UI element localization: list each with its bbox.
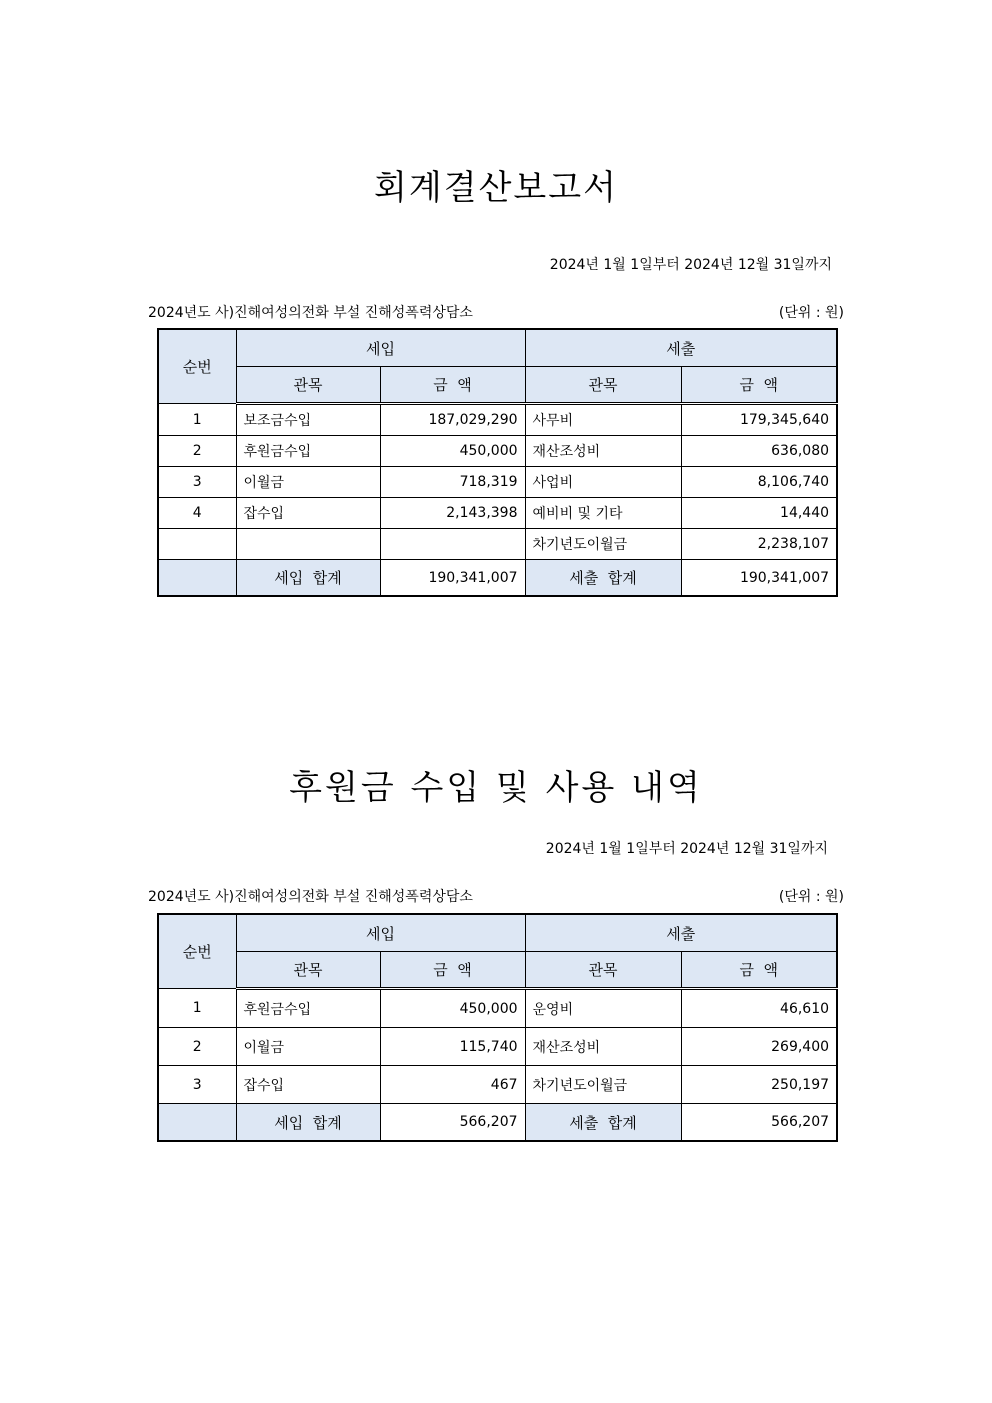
report2-title: 후원금 수입 및 사용 내역 bbox=[289, 768, 703, 808]
expense-amount: 179,345,640 bbox=[681, 404, 837, 436]
expense-amount: 8,106,740 bbox=[681, 467, 837, 498]
report1-org: 2024년도 사)진해여성의전화 부설 진해성폭력상담소 bbox=[148, 305, 473, 321]
income-amount bbox=[380, 529, 525, 560]
expense-total-label: 세출 합계 bbox=[525, 560, 681, 597]
expense-total-amount: 190,341,007 bbox=[681, 560, 837, 597]
header-expense-item: 관목 bbox=[525, 952, 681, 989]
expense-total-label: 세출 합계 bbox=[525, 1104, 681, 1142]
header-income: 세입 bbox=[236, 914, 525, 952]
table-row bbox=[158, 467, 837, 498]
income-item bbox=[236, 529, 380, 560]
table-row bbox=[158, 1066, 837, 1104]
total-blank bbox=[158, 1104, 236, 1142]
expense-item: 차기년도이월금 bbox=[525, 529, 681, 560]
row-no: 1 bbox=[158, 989, 236, 1028]
header-income-amount: 금 액 bbox=[380, 952, 525, 989]
header-expense: 세출 bbox=[525, 914, 837, 952]
income-item: 후원금수입 bbox=[236, 436, 380, 467]
header-expense-amount: 금 액 bbox=[681, 367, 837, 404]
expense-amount: 636,080 bbox=[681, 436, 837, 467]
table-row bbox=[158, 529, 837, 560]
header-expense-item: 관목 bbox=[525, 367, 681, 404]
expense-amount: 14,440 bbox=[681, 498, 837, 529]
report1-unit: (단위 : 원) bbox=[778, 305, 844, 321]
total-blank bbox=[158, 560, 236, 597]
report1-title: 회계결산보고서 bbox=[374, 168, 618, 208]
expense-item: 사무비 bbox=[525, 404, 681, 436]
table-row bbox=[158, 498, 837, 529]
table-row bbox=[158, 404, 837, 436]
report1-table bbox=[157, 328, 838, 597]
income-total-amount: 190,341,007 bbox=[380, 560, 525, 597]
income-item: 잡수입 bbox=[236, 498, 380, 529]
header-expense-amount: 금 액 bbox=[681, 952, 837, 989]
income-item: 잡수입 bbox=[236, 1066, 380, 1104]
row-no: 2 bbox=[158, 436, 236, 467]
income-item: 이월금 bbox=[236, 1028, 380, 1066]
header-income: 세입 bbox=[236, 329, 525, 367]
report2-table bbox=[157, 913, 838, 1142]
expense-item: 재산조성비 bbox=[525, 436, 681, 467]
report2-period: 2024년 1월 1일부터 2024년 12월 31일까지 bbox=[545, 841, 828, 857]
expense-amount: 269,400 bbox=[681, 1028, 837, 1066]
header-income-amount: 금 액 bbox=[380, 367, 525, 404]
expense-item: 차기년도이월금 bbox=[525, 1066, 681, 1104]
income-total-amount: 566,207 bbox=[380, 1104, 525, 1142]
header-expense: 세출 bbox=[525, 329, 837, 367]
report2-unit: (단위 : 원) bbox=[778, 889, 844, 905]
income-total-label: 세입 합계 bbox=[236, 560, 380, 597]
row-no: 3 bbox=[158, 1066, 236, 1104]
income-item: 후원금수입 bbox=[236, 989, 380, 1028]
expense-item: 재산조성비 bbox=[525, 1028, 681, 1066]
expense-item: 운영비 bbox=[525, 989, 681, 1028]
total-row bbox=[158, 1104, 837, 1142]
expense-total-amount: 566,207 bbox=[681, 1104, 837, 1142]
income-item: 이월금 bbox=[236, 467, 380, 498]
income-total-label: 세입 합계 bbox=[236, 1104, 380, 1142]
expense-amount: 46,610 bbox=[681, 989, 837, 1028]
table-row bbox=[158, 436, 837, 467]
income-amount: 450,000 bbox=[380, 989, 525, 1028]
row-no bbox=[158, 529, 236, 560]
row-no: 4 bbox=[158, 498, 236, 529]
income-amount: 718,319 bbox=[380, 467, 525, 498]
header-no: 순번 bbox=[158, 329, 236, 404]
total-row bbox=[158, 560, 837, 597]
expense-amount: 2,238,107 bbox=[681, 529, 837, 560]
header-no: 순번 bbox=[158, 914, 236, 989]
report1-period: 2024년 1월 1일부터 2024년 12월 31일까지 bbox=[549, 257, 832, 273]
expense-item: 사업비 bbox=[525, 467, 681, 498]
header-income-item: 관목 bbox=[236, 952, 380, 989]
table-row bbox=[158, 1028, 837, 1066]
income-amount: 450,000 bbox=[380, 436, 525, 467]
income-amount: 115,740 bbox=[380, 1028, 525, 1066]
income-amount: 187,029,290 bbox=[380, 404, 525, 436]
income-amount: 2,143,398 bbox=[380, 498, 525, 529]
income-item: 보조금수입 bbox=[236, 404, 380, 436]
table-row bbox=[158, 989, 837, 1028]
expense-item: 예비비 및 기타 bbox=[525, 498, 681, 529]
income-amount: 467 bbox=[380, 1066, 525, 1104]
report2-org: 2024년도 사)진해여성의전화 부설 진해성폭력상담소 bbox=[148, 889, 473, 905]
row-no: 3 bbox=[158, 467, 236, 498]
expense-amount: 250,197 bbox=[681, 1066, 837, 1104]
row-no: 2 bbox=[158, 1028, 236, 1066]
row-no: 1 bbox=[158, 404, 236, 436]
header-income-item: 관목 bbox=[236, 367, 380, 404]
